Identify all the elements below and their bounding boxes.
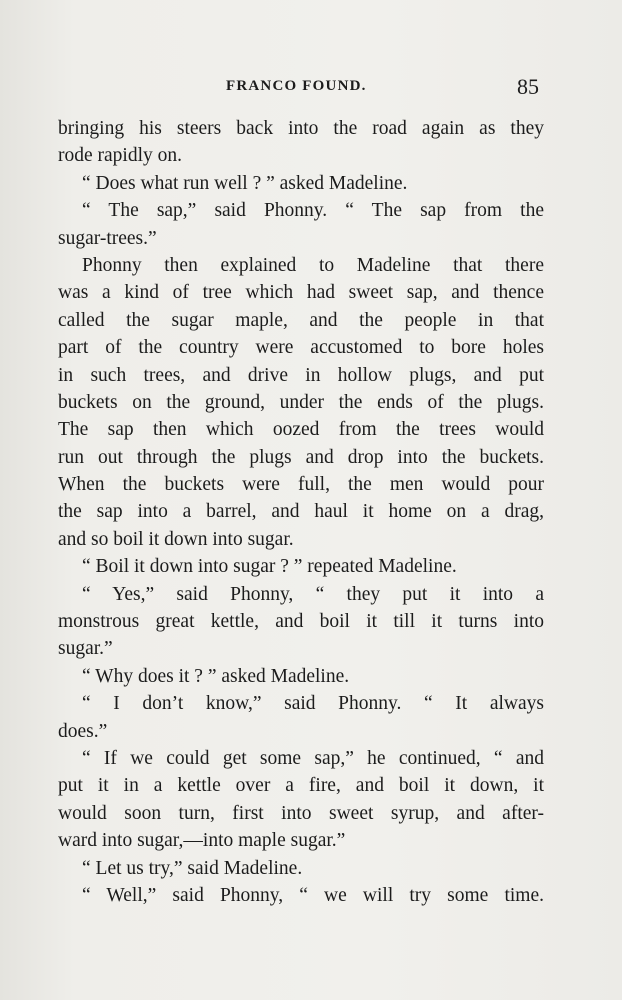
body-text xyxy=(58,115,544,909)
text-line: bringing his steers back into the road again as they xyxy=(58,118,544,139)
text-line: sugar-trees.” xyxy=(58,227,157,249)
page-number: 85 xyxy=(517,74,539,99)
text-line: “ Yes,” said Phonny, “ they put it into a xyxy=(82,583,544,605)
text-line: part of the country were accustomed to bore holes xyxy=(58,337,544,359)
running-head xyxy=(0,74,622,102)
text-line: “ The sap,” said Phonny. “ The sap from the xyxy=(82,200,544,222)
text-line: ward into sugar,—into maple sugar.” xyxy=(58,830,346,852)
text-line: The sap then which oozed from the trees would xyxy=(58,419,544,441)
text-line: “ Why does it ? ” asked Madeline. xyxy=(82,665,350,687)
text-line: “ Let us try,” said Madeline. xyxy=(82,857,303,879)
text-line: buckets on the ground, under the ends of the plugs. xyxy=(58,391,544,413)
text-line: “ If we could get some sap,” he continued, “ and xyxy=(82,747,544,769)
text-line: would soon turn, first into sweet syrup, and after- xyxy=(58,802,544,824)
text-line: When the buckets were full, the men would pour xyxy=(58,474,544,496)
text-line: monstrous great kettle, and boil it till it turns into xyxy=(58,611,544,633)
text-line: called the sugar maple, and the people in that xyxy=(58,309,544,331)
text-line: put it in a kettle over a fire, and boil it down, it xyxy=(58,775,544,797)
text-line: does.” xyxy=(58,720,108,742)
running-title: FRANCO FOUND. xyxy=(226,78,367,94)
text-line: “ I don’t know,” said Phonny. “ It always xyxy=(82,693,544,715)
text-line: and so boil it down into sugar. xyxy=(58,528,294,550)
text-line: “ Does what run well ? ” asked Madeline. xyxy=(82,172,408,194)
text-line: run out through the plugs and drop into the buckets. xyxy=(58,446,544,468)
text-line: in such trees, and drive in hollow plugs, and put xyxy=(58,364,544,386)
text-line: sugar.” xyxy=(58,638,113,660)
text-line: “ Well,” said Phonny, “ we will try some time. xyxy=(82,884,544,906)
text-line: rode rapidly on. xyxy=(58,145,183,167)
text-line: the sap into a barrel, and haul it home on a drag, xyxy=(58,501,544,523)
text-line: was a kind of tree which had sweet sap, and thence xyxy=(58,282,544,304)
text-line: Phonny then explained to Madeline that there xyxy=(82,254,544,276)
text-line: “ Boil it down into sugar ? ” repeated Madeline. xyxy=(82,556,457,578)
